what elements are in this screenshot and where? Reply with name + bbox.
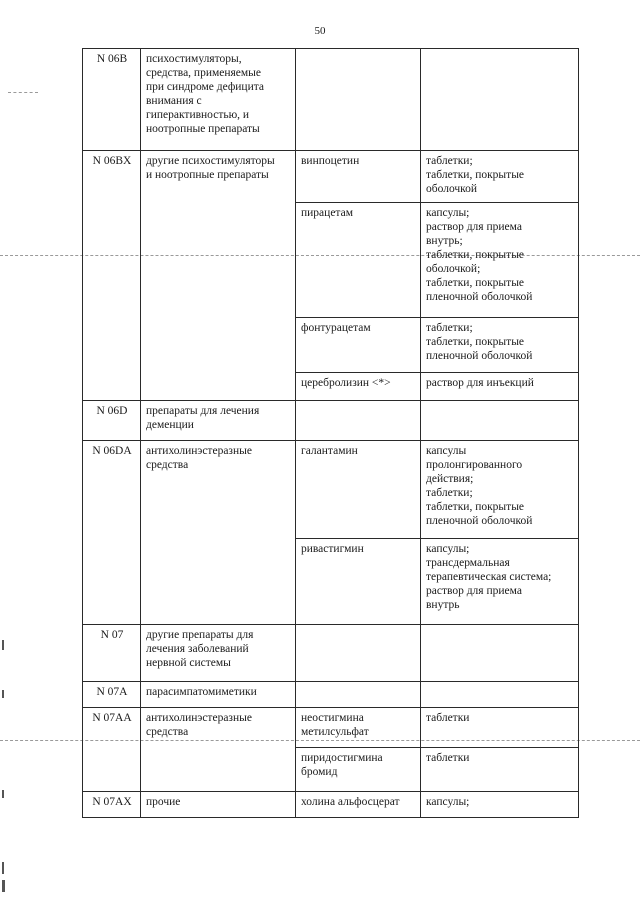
form-text-line: терапевтическая система; <box>426 571 552 583</box>
group-text-line: и ноотропные препараты <box>146 169 269 181</box>
group-text-line: деменции <box>146 419 194 431</box>
drug-text-line: пирацетам <box>301 207 353 219</box>
drug-text-line: винпоцетин <box>301 155 360 167</box>
form-text-line: таблетки, покрытые <box>426 169 525 181</box>
drug-text-line: фонтурацетам <box>301 322 371 334</box>
scan-margin-mark <box>2 880 5 892</box>
drug-name-cell <box>296 682 421 708</box>
dosage-form-cell <box>421 203 579 318</box>
group-text-line: психостимуляторы, <box>146 53 242 65</box>
form-text-line: пролонгированного <box>426 459 523 471</box>
group-text-line: ноотропные препараты <box>146 123 260 135</box>
dosage-form-cell <box>421 682 579 708</box>
form-text-line: таблетки, покрытые <box>426 249 525 261</box>
pharmacological-group-cell <box>141 682 296 708</box>
atc-code-cell: N 07 <box>83 625 141 682</box>
pharmacological-group-cell <box>141 625 296 682</box>
group-text-line: другие препараты для <box>146 629 254 641</box>
drug-name-cell <box>296 539 421 625</box>
drug-name-cell <box>296 373 421 401</box>
dosage-form-cell <box>421 151 579 203</box>
form-text-line: пленочной оболочкой <box>426 291 533 303</box>
group-text-line: прочие <box>146 796 181 808</box>
drug-text-line: холина альфосцерат <box>301 796 400 808</box>
atc-code-cell: N 06BX <box>83 151 141 401</box>
page-number: 50 <box>314 25 326 37</box>
table-row <box>83 792 579 818</box>
drug-name-cell <box>296 203 421 318</box>
group-text-line: гиперактивностью, и <box>146 109 250 121</box>
pharmacological-group-cell <box>141 401 296 441</box>
table-row <box>83 682 579 708</box>
form-text-line: раствор для приема <box>426 585 522 597</box>
drug-name-cell <box>296 441 421 539</box>
group-text-line: другие психостимуляторы <box>146 155 275 167</box>
group-text-line: антихолинэстеразные <box>146 712 252 724</box>
form-text-line: раствор для приема <box>426 221 522 233</box>
group-text-line: антихолинэстеразные <box>146 445 252 457</box>
form-text-line: капсулы; <box>426 207 470 219</box>
pharmacological-group-cell <box>141 792 296 818</box>
pharmacological-group-cell <box>141 441 296 625</box>
table-row <box>83 49 579 151</box>
table-row <box>83 401 579 441</box>
group-text-line: нервной системы <box>146 657 231 669</box>
atc-code-cell: N 06D <box>83 401 141 441</box>
form-text-line: таблетки; <box>426 155 473 167</box>
group-text-line: препараты для лечения <box>146 405 260 417</box>
form-text-line: таблетки; <box>426 487 473 499</box>
drug-name-cell <box>296 318 421 373</box>
dosage-form-cell <box>421 49 579 151</box>
dosage-form-cell <box>421 625 579 682</box>
atc-code-cell: N 07AA <box>83 708 141 792</box>
drug-table <box>82 48 579 818</box>
drug-text-line: бромид <box>301 766 338 778</box>
drug-text-line: метилсульфат <box>301 726 369 738</box>
form-text-line: действия; <box>426 473 474 485</box>
drug-name-cell <box>296 792 421 818</box>
form-text-line: таблетки <box>426 712 470 724</box>
dosage-form-cell <box>421 539 579 625</box>
form-text-line: таблетки, покрытые <box>426 501 525 513</box>
group-text-line: средства, применяемые <box>146 67 262 79</box>
form-text-line: капсулы; <box>426 543 470 555</box>
drug-name-cell <box>296 625 421 682</box>
form-text-line: пленочной оболочкой <box>426 350 533 362</box>
scan-margin-mark <box>2 690 4 698</box>
dosage-form-cell <box>421 373 579 401</box>
form-text-line: таблетки, покрытые <box>426 277 525 289</box>
form-text-line: раствор для инъекций <box>426 377 534 389</box>
drug-name-cell <box>296 748 421 792</box>
drug-text-line: церебролизин <*> <box>301 377 391 389</box>
dosage-form-cell <box>421 708 579 748</box>
table-row <box>83 151 579 203</box>
group-text-line: парасимпатомиметики <box>146 686 257 698</box>
form-text-line: оболочкой <box>426 183 478 195</box>
table-row <box>83 625 579 682</box>
drug-name-cell <box>296 151 421 203</box>
atc-code-cell: N 06DA <box>83 441 141 625</box>
form-text-line: таблетки <box>426 752 470 764</box>
form-text-line: внутрь <box>426 599 460 611</box>
group-text-line: лечения заболеваний <box>146 643 249 655</box>
table-row <box>83 708 579 748</box>
group-text-line: внимания с <box>146 95 202 107</box>
scan-margin-mark <box>2 790 4 798</box>
drug-text-line: неостигмина <box>301 712 364 724</box>
dosage-form-cell <box>421 401 579 441</box>
dosage-form-cell <box>421 792 579 818</box>
scan-margin-mark <box>2 862 4 874</box>
scan-margin-mark <box>2 640 4 650</box>
scan-fold-line-top <box>8 92 38 93</box>
form-text-line: капсулы <box>426 445 467 457</box>
drug-name-cell <box>296 708 421 748</box>
atc-code-cell: N 07AX <box>83 792 141 818</box>
form-text-line: внутрь; <box>426 235 463 247</box>
dosage-form-cell <box>421 748 579 792</box>
pharmacological-group-cell <box>141 49 296 151</box>
group-text-line: средства <box>146 726 189 738</box>
atc-code-cell: N 07A <box>83 682 141 708</box>
table-row <box>83 441 579 539</box>
drug-name-cell <box>296 401 421 441</box>
drug-text-line: галантамин <box>301 445 358 457</box>
group-text-line: при синдроме дефицита <box>146 81 265 93</box>
form-text-line: таблетки; <box>426 322 473 334</box>
drug-name-cell <box>296 49 421 151</box>
pharmacological-group-cell <box>141 708 296 792</box>
dosage-form-cell <box>421 318 579 373</box>
group-text-line: средства <box>146 459 189 471</box>
drug-text-line: пиридостигмина <box>301 752 383 764</box>
drug-text-line: ривастигмин <box>301 543 364 555</box>
form-text-line: трансдермальная <box>426 557 510 569</box>
atc-code-cell: N 06B <box>83 49 141 151</box>
form-text-line: таблетки, покрытые <box>426 336 525 348</box>
pharmacological-group-cell <box>141 151 296 401</box>
form-text-line: капсулы; <box>426 796 470 808</box>
dosage-form-cell <box>421 441 579 539</box>
form-text-line: пленочной оболочкой <box>426 515 533 527</box>
form-text-line: оболочкой; <box>426 263 481 275</box>
